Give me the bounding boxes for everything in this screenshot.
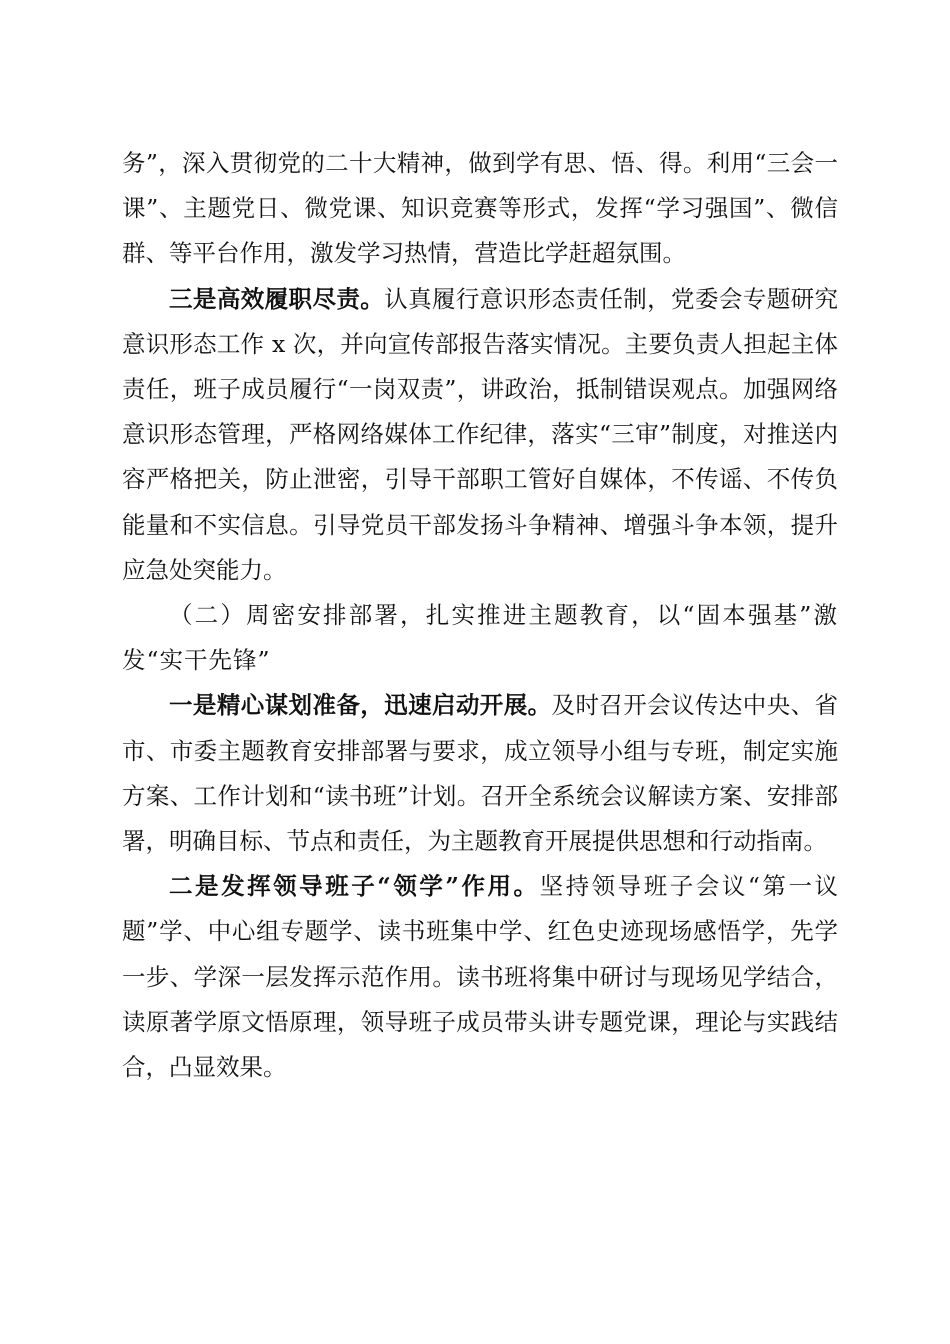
paragraph-planning [122, 683, 838, 864]
paragraph-continuation [122, 141, 838, 277]
paragraph-lead: 一是精心谋划准备，迅速启动开展。 [169, 691, 552, 720]
paragraph-text: 坚持领导班子会议“第一议题”学、中心组专题学、读书班集中学、红色史迹现场感悟学，先学一步、学深一层发挥示范作用。读书班将集中研讨与现场见学结合，读原著学原文悟原理，领导班子成员带头讲专题党课，理论与实践结合，凸显效果。 [122, 872, 838, 1082]
section-heading-text: （二）周密安排部署，扎实推进主题教育，以“固本强基”激发“实干先锋” [122, 601, 838, 675]
paragraph-duty-fulfillment [122, 277, 838, 593]
paragraph-text: 及时召开会议传达中央、省市、市委主题教育安排部署与要求，成立领导小组与专班，制定实施方案、工作计划和“读书班”计划。召开全系统会议解读方案、安排部署，明确目标、节点和责任，为主题教育开展提供思想和行动指南。 [122, 691, 839, 856]
paragraph-text: 认真履行意识形态责任制，党委会专题研究意识形态工作 x 次，并向宣传部报告落实情况。主要负责人担起主体责任，班子成员履行“一岗双责”，讲政治，抵制错误观点。加强网络意识形态管理，严格网络媒体工作纪律，落实“三审”制度，对推送内容严格把关，防止泄密，引导干部职工管好自媒体，不传谣、不传负能量和不实信息。引导党员干部发扬斗争精神、增强斗争本领，提升应急处突能力。 [122, 284, 839, 584]
paragraph-lead: 三是高效履职尽责。 [169, 284, 385, 313]
paragraph-leadership-study [122, 864, 838, 1090]
paragraph-text: 务”，深入贯彻党的二十大精神，做到学有思、悟、得。利用“三会一课”、主题党日、微党课、知识竞赛等形式，发挥“学习强国”、微信群、等平台作用，激发学习热情，营造比学赶超氛围。 [122, 149, 838, 268]
document-body [122, 141, 838, 1090]
paragraph-lead: 二是发挥领导班子“领学”作用。 [169, 872, 540, 901]
section-heading [122, 593, 838, 683]
